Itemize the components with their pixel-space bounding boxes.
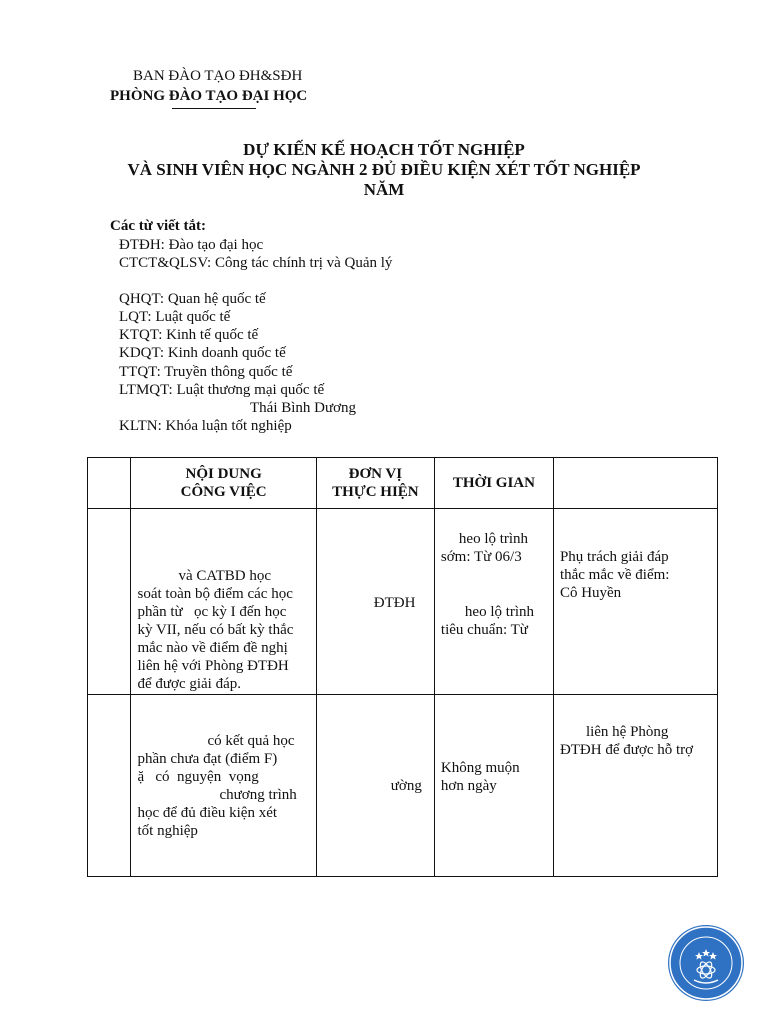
row1-note-cell xyxy=(553,509,717,695)
table-row xyxy=(88,509,718,695)
header-content-line: NỘI DUNG xyxy=(185,466,262,482)
header-cell-note xyxy=(553,458,717,509)
abbreviation-item: ĐTĐH: Đào tạo đại học xyxy=(119,237,264,253)
row2-unit-cell xyxy=(316,695,434,877)
row1-time-line: heo lộ trình xyxy=(458,531,529,547)
row1-content-line: mắc nào về điểm đề nghị xyxy=(137,640,288,656)
row2-time-line: Không muộn xyxy=(440,760,520,776)
header-dept: BAN ĐÀO TẠO ĐH&SĐH xyxy=(133,68,303,84)
title-line-3: NĂM xyxy=(363,180,405,199)
logo-graphic xyxy=(668,925,744,1001)
header-unit-line: ĐƠN VỊ xyxy=(348,466,403,482)
row1-content-line: liên hệ với Phòng ĐTĐH xyxy=(137,658,289,674)
row1-time-line: sớm: Từ 06/3 xyxy=(440,549,522,565)
header-cell-index xyxy=(88,458,131,509)
row2-content-line: tốt nghiệp xyxy=(137,823,198,839)
document-title xyxy=(90,140,678,200)
row2-content-line: ặ có nguyện vọng xyxy=(137,769,259,785)
row1-time-line: tiêu chuẩn: Từ xyxy=(440,622,528,638)
abbreviation-item: LQT: Luật quốc tế xyxy=(119,309,231,325)
row1-content-line: kỳ VII, nếu có bất kỳ thắc xyxy=(137,622,294,638)
header-unit-line: THỰC HIỆN xyxy=(332,484,419,500)
row2-note-line: ĐTĐH để được hỗ trợ xyxy=(559,742,694,758)
row1-content-line: phần từ ọc kỳ I đến học xyxy=(137,604,287,620)
abbreviation-item: TTQT: Truyền thông quốc tế xyxy=(119,364,293,380)
row1-content-cell xyxy=(131,509,316,695)
row1-note-line: Phụ trách giải đáp xyxy=(559,549,669,565)
row2-index-cell xyxy=(88,695,131,877)
row1-content-line: và CATBD học xyxy=(178,568,271,584)
row2-content-line: học để đủ điều kiện xét xyxy=(137,805,278,821)
row1-content-line: để được giải đáp. xyxy=(137,676,242,692)
row2-note-cell xyxy=(553,695,717,877)
row2-unit: ường xyxy=(390,778,422,794)
abbreviation-item: KDQT: Kinh doanh quốc tế xyxy=(119,345,286,361)
row1-unit-cell xyxy=(316,509,434,695)
abbreviation-item: CTCT&QLSV: Công tác chính trị và Quản lý xyxy=(119,255,393,271)
abbreviation-item: QHQT: Quan hệ quốc tế xyxy=(119,291,266,307)
title-line-1: DỰ KIẾN KẾ HOẠCH TỐT NGHIỆP xyxy=(243,140,525,159)
header-underline xyxy=(172,108,256,109)
row1-content-line: soát toàn bộ điểm các học xyxy=(137,586,293,602)
row1-unit: ĐTĐH xyxy=(373,595,416,611)
row2-time-cell xyxy=(434,695,553,877)
row2-time-line: hơn ngày xyxy=(440,778,497,794)
row2-note-line: liên hệ Phòng xyxy=(585,724,669,740)
row2-content-line: chương trình xyxy=(219,787,297,803)
header-cell-content xyxy=(131,458,316,509)
row2-content-line: có kết quả học xyxy=(207,733,295,749)
header-office: PHÒNG ĐÀO TẠO ĐẠI HỌC xyxy=(110,88,308,104)
header-cell-time: THỜI GIAN xyxy=(434,458,553,509)
abbreviations-heading: Các từ viết tắt: xyxy=(110,218,207,234)
header-content-line: CÔNG VIỆC xyxy=(180,484,267,500)
abbreviation-item: KLTN: Khóa luận tốt nghiệp xyxy=(119,418,292,434)
row1-time-cell xyxy=(434,509,553,695)
table-header-row xyxy=(88,458,718,509)
row1-note-line: Cô Huyền xyxy=(559,585,622,601)
abbreviation-item: Thái Bình Dương xyxy=(250,400,357,416)
row1-time-line: heo lộ trình xyxy=(464,604,535,620)
abbreviation-item: KTQT: Kinh tế quốc tế xyxy=(119,327,259,343)
title-line-2: VÀ SINH VIÊN HỌC NGÀNH 2 ĐỦ ĐIỀU KIỆN XÉT TỐT NGHIỆP xyxy=(127,160,641,179)
row1-note-line: thắc mắc về điểm: xyxy=(559,567,670,583)
row2-content-line: phần chưa đạt (điểm F) xyxy=(137,751,278,767)
header-cell-unit xyxy=(316,458,434,509)
university-logo-icon xyxy=(668,925,744,1001)
plan-table xyxy=(87,457,718,877)
row2-content-cell xyxy=(131,695,316,877)
abbreviation-item: LTMQT: Luật thương mại quốc tế xyxy=(119,382,325,398)
table-row xyxy=(88,695,718,877)
row1-index-cell xyxy=(88,509,131,695)
